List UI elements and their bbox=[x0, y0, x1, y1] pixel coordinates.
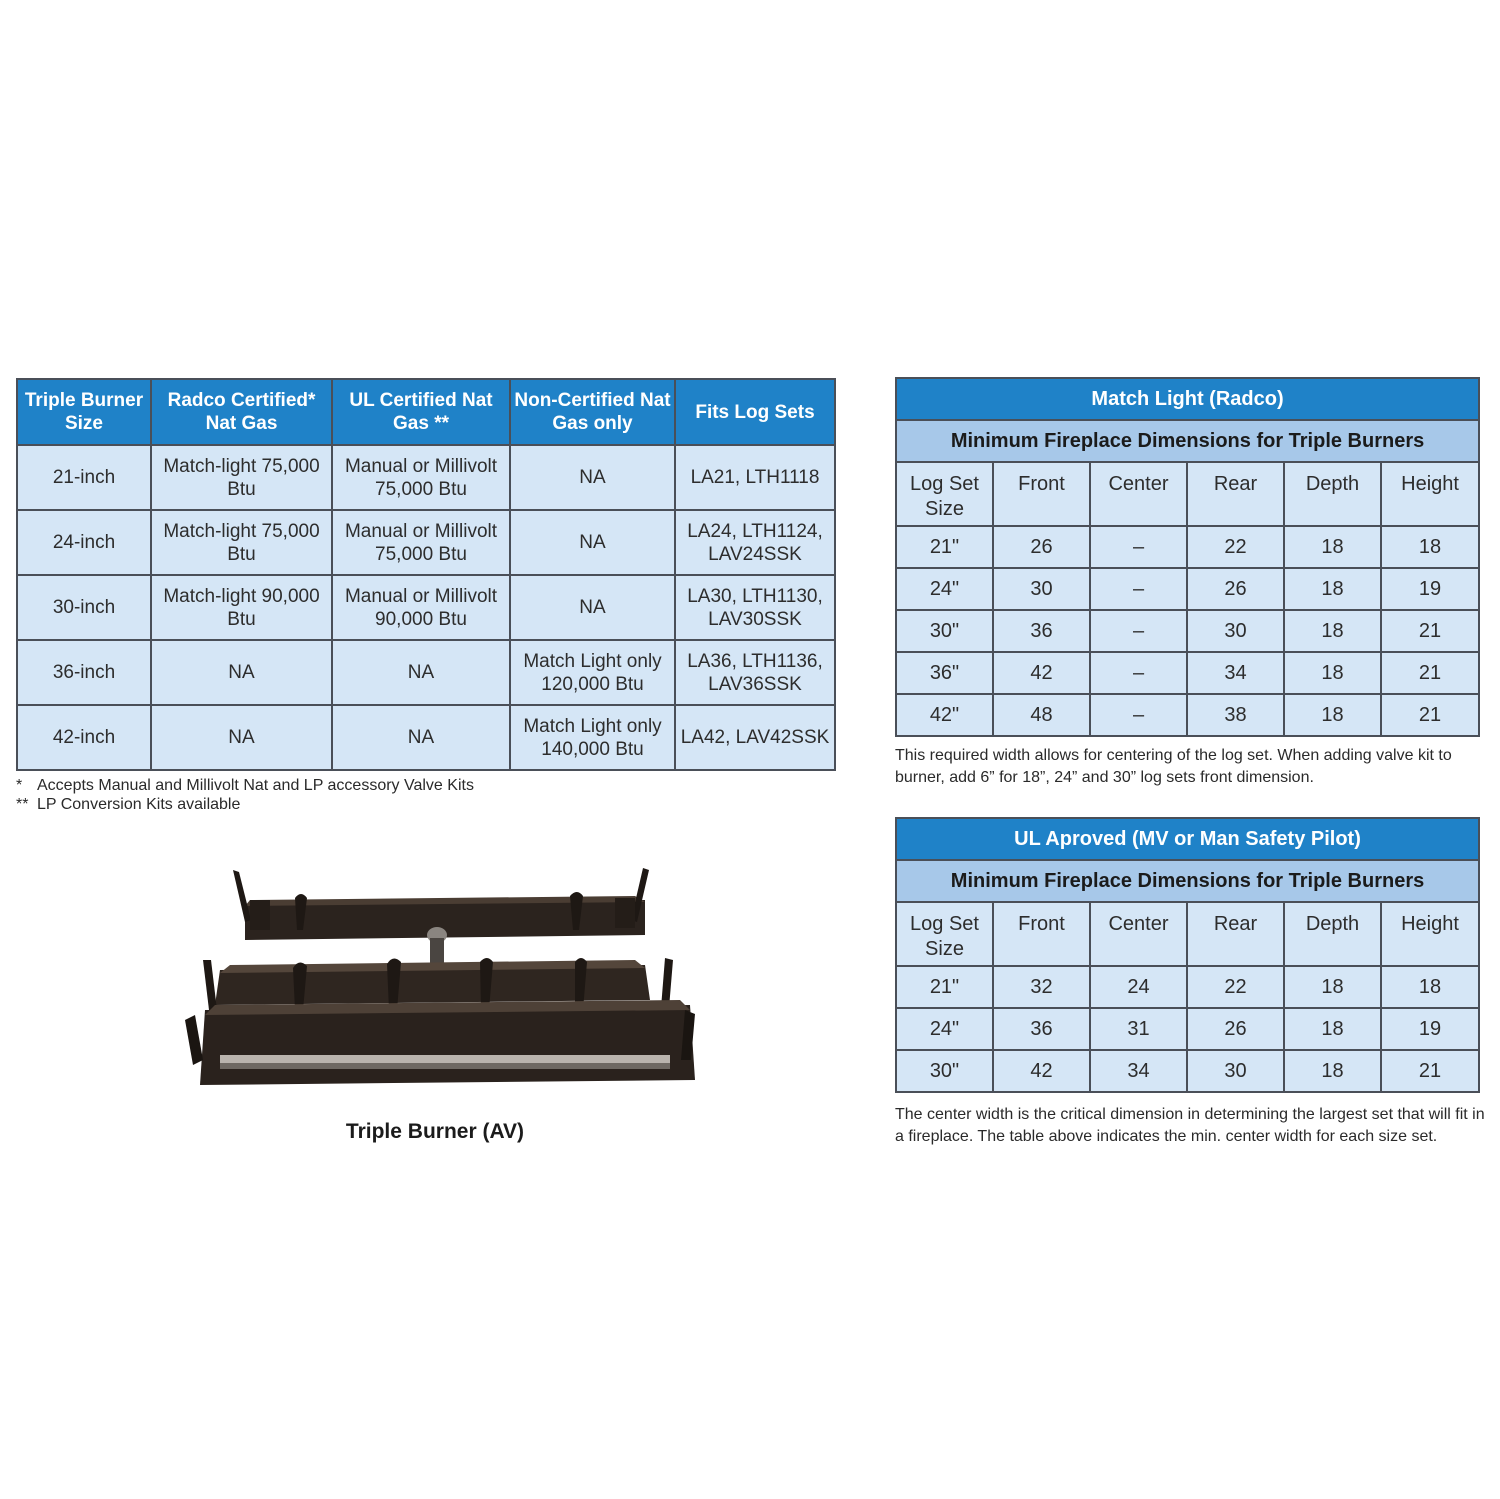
column-header: Rear bbox=[1187, 902, 1284, 966]
column-header: Front bbox=[993, 902, 1090, 966]
column-header: Triple Burner Size bbox=[17, 379, 151, 445]
table-cell: 30 bbox=[1187, 1050, 1284, 1092]
table-cell: 42 bbox=[993, 652, 1090, 694]
table-cell: 18 bbox=[1284, 526, 1381, 568]
table-subtitle: Minimum Fireplace Dimensions for Triple Burners bbox=[896, 860, 1479, 902]
column-header: Depth bbox=[1284, 902, 1381, 966]
table-row bbox=[17, 640, 835, 705]
table-cell: 24 bbox=[1090, 966, 1187, 1008]
burner-spec-table bbox=[16, 378, 836, 771]
table-cell: 30" bbox=[896, 610, 993, 652]
table-row bbox=[896, 652, 1479, 694]
table-row bbox=[17, 705, 835, 770]
table-subtitle: Minimum Fireplace Dimensions for Triple Burners bbox=[896, 420, 1479, 462]
column-header: Rear bbox=[1187, 462, 1284, 526]
table-row bbox=[17, 510, 835, 575]
table-cell: 18 bbox=[1284, 652, 1381, 694]
table-header-row bbox=[17, 379, 835, 445]
table-cell: 30 bbox=[1187, 610, 1284, 652]
table-cell: 21" bbox=[896, 526, 993, 568]
table-cell: 26 bbox=[993, 526, 1090, 568]
column-header: Non-Certified Nat Gas only bbox=[510, 379, 675, 445]
table-cell: Manual or Millivolt 75,000 Btu bbox=[332, 510, 510, 575]
table-cell: 26 bbox=[1187, 1008, 1284, 1050]
table-subtitle-row bbox=[896, 860, 1479, 902]
table-cell: Match-light 75,000 Btu bbox=[151, 445, 332, 510]
column-header: Front bbox=[993, 462, 1090, 526]
column-header: Depth bbox=[1284, 462, 1381, 526]
table-title: UL Aproved (MV or Man Safety Pilot) bbox=[896, 818, 1479, 860]
table-row bbox=[896, 526, 1479, 568]
table-cell: 34 bbox=[1090, 1050, 1187, 1092]
table-title: Match Light (Radco) bbox=[896, 378, 1479, 420]
table-row bbox=[896, 1050, 1479, 1092]
column-header: Height bbox=[1381, 462, 1479, 526]
table-cell: Match Light only 120,000 Btu bbox=[510, 640, 675, 705]
table-cell: 19 bbox=[1381, 1008, 1479, 1050]
table-cell: 36-inch bbox=[17, 640, 151, 705]
table-cell: NA bbox=[151, 640, 332, 705]
table-cell: 42 bbox=[993, 1050, 1090, 1092]
table-cell: 21 bbox=[1381, 610, 1479, 652]
footnote-mark: ** bbox=[16, 796, 29, 813]
table-cell: 18 bbox=[1284, 610, 1381, 652]
table-subtitle-row bbox=[896, 420, 1479, 462]
table-cell: – bbox=[1090, 694, 1187, 736]
table-cell: 22 bbox=[1187, 526, 1284, 568]
table-cell: 48 bbox=[993, 694, 1090, 736]
match-light-dimension-table bbox=[895, 377, 1480, 737]
column-header: Center bbox=[1090, 462, 1187, 526]
footnote-text: LP Conversion Kits available bbox=[37, 796, 241, 813]
ul-dimension-table bbox=[895, 817, 1480, 1093]
table-cell: 21-inch bbox=[17, 445, 151, 510]
table-cell: – bbox=[1090, 526, 1187, 568]
table-title-row bbox=[896, 378, 1479, 420]
table-cell: 36 bbox=[993, 610, 1090, 652]
triple-burner-image bbox=[175, 860, 705, 1095]
match-light-note: This required width allows for centering of the log set. When adding valve kit to burner, add 6” for 18”, 24” and 30” log sets front dimension. bbox=[895, 747, 1452, 786]
table-cell: LA24, LTH1124, LAV24SSK bbox=[675, 510, 835, 575]
table-cell: 24" bbox=[896, 568, 993, 610]
table-row bbox=[896, 694, 1479, 736]
ul-note: The center width is the critical dimension in determining the largest set that will fit in a fireplace. The table above indicates the min. center width for each size set. bbox=[895, 1106, 1485, 1145]
table-cell: LA36, LTH1136, LAV36SSK bbox=[675, 640, 835, 705]
table-row bbox=[896, 966, 1479, 1008]
table-cell: Match-light 75,000 Btu bbox=[151, 510, 332, 575]
footnote-mark: * bbox=[16, 777, 23, 794]
table-cell: 19 bbox=[1381, 568, 1479, 610]
table-cell: 18 bbox=[1284, 568, 1381, 610]
column-header: UL Certified Nat Gas ** bbox=[332, 379, 510, 445]
table-cell: LA30, LTH1130, LAV30SSK bbox=[675, 575, 835, 640]
table-cell: – bbox=[1090, 610, 1187, 652]
table-cell: 36 bbox=[993, 1008, 1090, 1050]
table-cell: 22 bbox=[1187, 966, 1284, 1008]
table-cell: 30-inch bbox=[17, 575, 151, 640]
column-header: Log Set Size bbox=[896, 902, 993, 966]
table-cell: 31 bbox=[1090, 1008, 1187, 1050]
table-header-row bbox=[896, 902, 1479, 966]
column-header: Fits Log Sets bbox=[675, 379, 835, 445]
column-header: Center bbox=[1090, 902, 1187, 966]
table-cell: Manual or Millivolt 90,000 Btu bbox=[332, 575, 510, 640]
table-cell: 36" bbox=[896, 652, 993, 694]
table-cell: 30" bbox=[896, 1050, 993, 1092]
table-cell: NA bbox=[510, 510, 675, 575]
table-cell: 18 bbox=[1284, 1050, 1381, 1092]
table-cell: NA bbox=[151, 705, 332, 770]
footnotes bbox=[16, 776, 474, 814]
footnote-text: Accepts Manual and Millivolt Nat and LP accessory Valve Kits bbox=[37, 777, 474, 794]
table-cell: 18 bbox=[1284, 1008, 1381, 1050]
column-header: Log Set Size bbox=[896, 462, 993, 526]
table-cell: Manual or Millivolt 75,000 Btu bbox=[332, 445, 510, 510]
table-cell: 38 bbox=[1187, 694, 1284, 736]
table-cell: – bbox=[1090, 652, 1187, 694]
table-cell: 18 bbox=[1381, 526, 1479, 568]
table-cell: NA bbox=[510, 445, 675, 510]
table-cell: NA bbox=[332, 705, 510, 770]
table-cell: 21 bbox=[1381, 652, 1479, 694]
table-cell: NA bbox=[332, 640, 510, 705]
table-header-row bbox=[896, 462, 1479, 526]
column-header: Radco Certified* Nat Gas bbox=[151, 379, 332, 445]
table-cell: LA42, LAV42SSK bbox=[675, 705, 835, 770]
table-cell: 24" bbox=[896, 1008, 993, 1050]
table-cell: 34 bbox=[1187, 652, 1284, 694]
table-row bbox=[896, 1008, 1479, 1050]
table-row bbox=[896, 610, 1479, 652]
table-row bbox=[17, 575, 835, 640]
table-cell: 24-inch bbox=[17, 510, 151, 575]
table-cell: NA bbox=[510, 575, 675, 640]
table-cell: 21 bbox=[1381, 1050, 1479, 1092]
table-cell: 42-inch bbox=[17, 705, 151, 770]
table-cell: 18 bbox=[1284, 694, 1381, 736]
table-cell: 18 bbox=[1284, 966, 1381, 1008]
table-cell: 30 bbox=[993, 568, 1090, 610]
table-cell: Match-light 90,000 Btu bbox=[151, 575, 332, 640]
table-cell: 21" bbox=[896, 966, 993, 1008]
footnote bbox=[16, 795, 474, 814]
footnote bbox=[16, 776, 474, 795]
table-cell: 21 bbox=[1381, 694, 1479, 736]
table-cell: – bbox=[1090, 568, 1187, 610]
column-header: Height bbox=[1381, 902, 1479, 966]
table-row bbox=[896, 568, 1479, 610]
table-cell: 32 bbox=[993, 966, 1090, 1008]
table-row bbox=[17, 445, 835, 510]
table-cell: Match Light only 140,000 Btu bbox=[510, 705, 675, 770]
table-cell: 42" bbox=[896, 694, 993, 736]
table-cell: LA21, LTH1118 bbox=[675, 445, 835, 510]
table-title-row bbox=[896, 818, 1479, 860]
image-caption: Triple Burner (AV) bbox=[345, 1120, 525, 1143]
table-cell: 26 bbox=[1187, 568, 1284, 610]
table-cell: 18 bbox=[1381, 966, 1479, 1008]
